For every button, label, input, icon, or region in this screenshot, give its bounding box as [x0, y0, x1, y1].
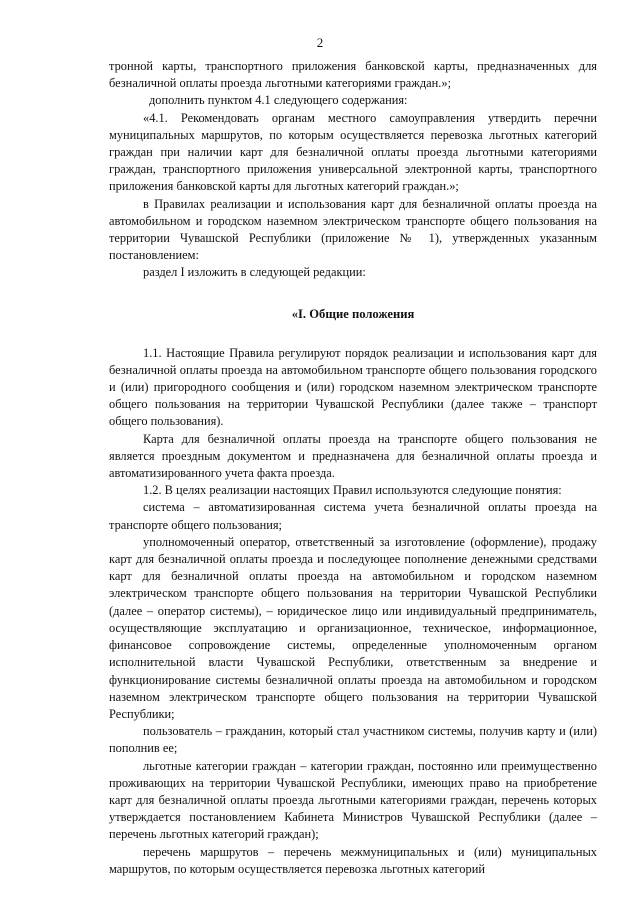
- paragraph-section-instruction: раздел I изложить в следующей редакции:: [143, 265, 366, 280]
- paragraph-continuation: тронной карты, транспортного приложения банковской карты, предназначенных для безналичной оплаты проезда льготными категориями граждан.»;: [109, 59, 597, 91]
- paragraph-definition-privileged: льготные категории граждан – категории граждан, постоянно или преимущественно проживающих на территории Чувашской Республики, имеющих право на приобретение карт для безналичной оплаты проезда льготными категориями граждан, перечень которых утверждается постановлением Кабинета Министров Чувашской Республики (далее – перечень льготных категорий граждан);: [109, 758, 597, 842]
- paragraph-rules-reference: в Правилах реализации и использования карт для безналичной оплаты проезда на автомобильном и городском наземном электрическом транспорте общего пользования на территории Чувашской Республики (приложение № 1), утвержденных указанным постановлением:: [109, 196, 597, 263]
- paragraph-1-1: 1.1. Настоящие Правила регулируют порядок реализации и использования карт для безналичной оплаты проезда на автомобильном транспорте общего пользования городского и (или) пригородного сообщения и (или) городском наземном электрическом транспорте общего пользования на территории Чувашской Республики (далее также – транспорт общего пользования).: [109, 345, 597, 429]
- section-heading: «I. Общие положения: [291, 306, 415, 321]
- document-body: [109, 58, 597, 878]
- paragraph-definition-user: пользователь – гражданин, который стал участником системы, получив карту и (или) пополнив ее;: [109, 724, 597, 756]
- paragraph-card-purpose: Карта для безналичной оплаты проезда на транспорте общего пользования не является проездным документом и предназначена для безналичной оплаты проезда и автоматизированного учета факта проезда.: [109, 431, 597, 481]
- paragraph-definition-routes: перечень маршрутов – перечень межмуниципальных и (или) муниципальных маршрутов, по которым осуществляется перевозка льготных категорий: [109, 844, 597, 876]
- paragraph-definition-system: система – автоматизированная система учета безналичной оплаты проезда на транспорте общего пользования;: [109, 500, 597, 532]
- paragraph-amendment-intro: дополнить пунктом 4.1 следующего содержания:: [149, 93, 408, 108]
- page-number: 2: [316, 35, 324, 50]
- paragraph-definition-operator: уполномоченный оператор, ответственный за изготовление (оформление), продажу карт для безналичной оплаты проезда и последующее пополнение денежными средствами карт для безналичной оплаты проезда на автомобильном и городском наземном электрическом транспорте общего пользования на территории Чувашской Республики (далее – оператор системы), – юридическое лицо или индивидуальный предприниматель, осуществляющие эксплуатацию и организационное, техническое, информационное, финансовое сопровождение системы, определенные уполномоченным органом исполнительной власти Чувашской Республики, ответственным за внедрение и функционирование системы безналичной оплаты проезда на автомобильном и городском наземном электрическом транспорте общего пользования на территории Чувашской Республики;: [109, 534, 597, 721]
- paragraph-clause-4-1: «4.1. Рекомендовать органам местного самоуправления утвердить перечни муниципальных маршрутов, по которым осуществляется перевозка льготных категорий граждан при наличии карт для безналичной оплаты проезда льготными категориями граждан, транспортного приложения универсальной электронной карты, транспортного приложения банковской карты для льготных категорий граждан.»;: [109, 110, 597, 194]
- paragraph-1-2: 1.2. В целях реализации настоящих Правил используются следующие понятия:: [143, 483, 562, 498]
